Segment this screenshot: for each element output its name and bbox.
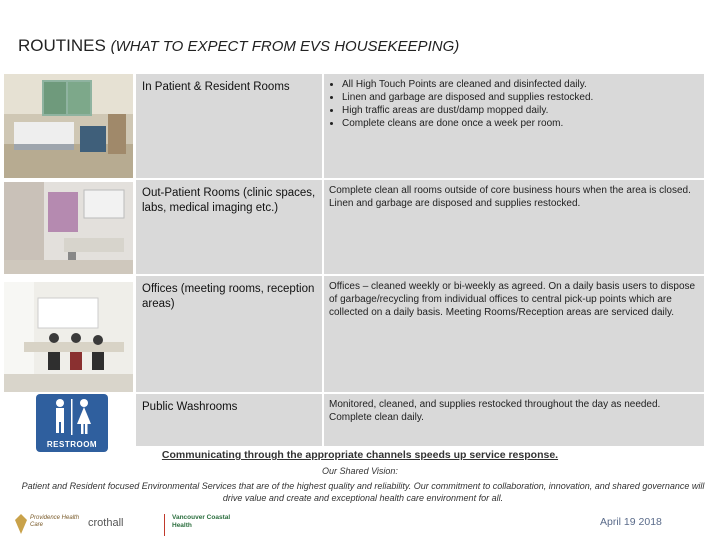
row-divider [322, 180, 324, 274]
partner-logos [14, 512, 234, 538]
row-label: Offices (meeting rooms, reception areas) [142, 283, 315, 310]
office-meeting-photo [4, 282, 133, 392]
restroom-sign [36, 394, 108, 452]
logo-separator [164, 514, 165, 536]
row-divider [322, 394, 324, 446]
list-item: • All High Touch Points are cleaned and disinfected daily. [342, 78, 701, 91]
row-description: Offices – cleaned weekly or bi-weekly as agreed. On a daily basis users to dispose of garbage/recycling from individual offices to central pick-up points which are collected on a daily basis. Meeting Rooms/Reception areas are serviced daily. [329, 281, 696, 318]
vch-logo: Vancouver Coastal Health [172, 514, 231, 529]
providence-logo-text: Providence Health Care [30, 515, 80, 528]
row-divider [322, 276, 324, 392]
row-inpatient [136, 74, 704, 178]
providence-logo [14, 512, 82, 536]
row-description: Monitored, cleaned, and supplies restocked throughout the day as needed. Complete clean daily. [329, 399, 661, 423]
page-title [18, 36, 459, 56]
row-description [329, 78, 701, 130]
row-offices [136, 276, 704, 392]
providence-logo-mark [14, 514, 28, 534]
list-item: • Complete cleans are done once a week per room. [342, 117, 701, 130]
vision-text: Patient and Resident focused Environmental Services that are of the highest quality and reliability. Our commitment to collaboration, innovation, and shared governance will drive value and create and exceptional health care environment for all. [21, 481, 705, 503]
row-label: In Patient & Resident Rooms [142, 81, 290, 93]
footer-date: April 19 2018 [600, 516, 662, 528]
list-item: • Linen and garbage are disposed and supplies restocked. [342, 91, 701, 104]
list-item: • High traffic areas are dust/damp mopped daily. [342, 104, 701, 117]
restroom-sign-label: RESTROOM [46, 440, 98, 449]
row-label: Public Washrooms [142, 401, 238, 413]
row-outpatient [136, 180, 704, 274]
crothall-logo: crothall [88, 517, 124, 529]
row-label: Out-Patient Rooms (clinic spaces, labs, medical imaging etc.) [142, 187, 316, 214]
title-subtitle: (WHAT TO EXPECT FROM EVS HOUSEKEEPING) [110, 38, 460, 55]
restroom-icon [36, 394, 108, 438]
title-main: ROUTINES [18, 36, 106, 55]
channels-link[interactable]: Communicating through the appropriate channels speeds up service response. [161, 449, 559, 461]
vision-heading: Our Shared Vision: [322, 466, 398, 476]
outpatient-room-photo [4, 182, 133, 274]
inpatient-room-photo [4, 74, 133, 178]
row-description: Complete clean all rooms outside of core business hours when the area is closed. Linen and garbage are disposed and supplies restocked. [329, 185, 691, 209]
row-washrooms [136, 394, 704, 446]
row-divider [322, 74, 324, 178]
